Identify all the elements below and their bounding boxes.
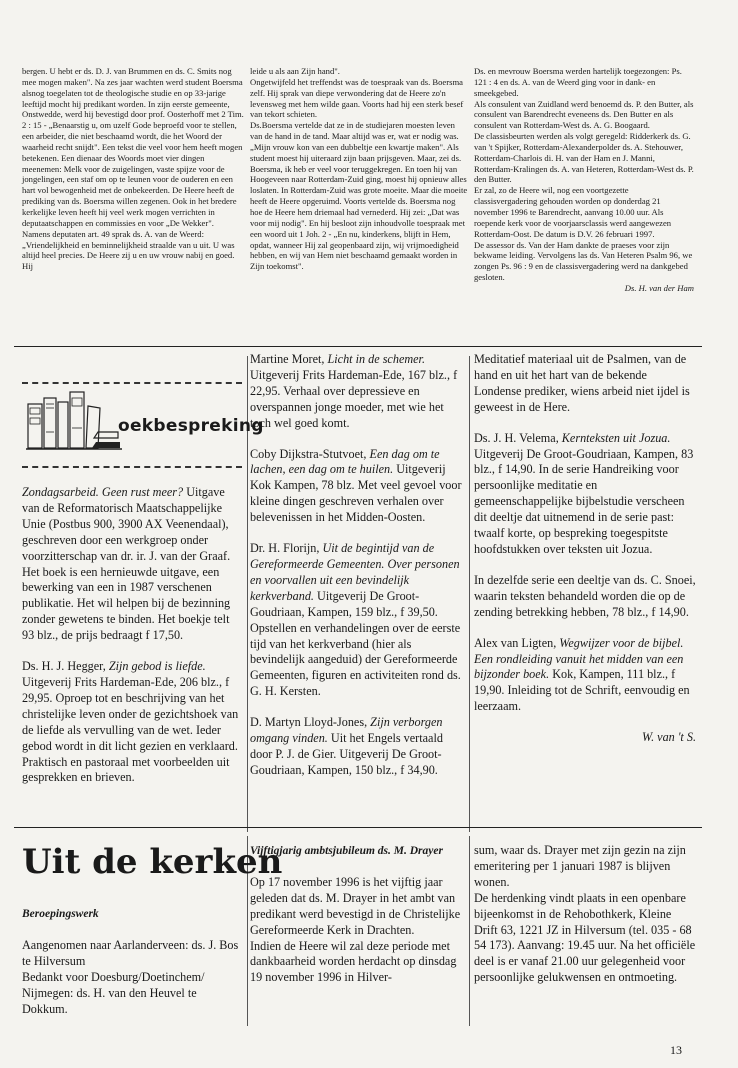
review-entry: Zondagsarbeid. Geen rust meer? Uitgave van de Reformatorisch Maatschappelijke Unie (Postbus 900, 3900 AX Veenendaal), geschreven door een werkgroep onder voorzitterschap van dr. ir. J. van der Graaf. Het boek is een hernieuwde uitgave, een bewerking van een in 1987 verschenen publikatie. Het wil helpen bij de bezinning zonder gewetens te binden. Het boekje telt 93 blz., de prijs bedraagt f 17,50. bbox=[22, 485, 231, 643]
jubilee-heading: Vijftigjarig ambtsjubileum ds. M. Drayer bbox=[250, 845, 443, 857]
paragraph: De classisbeurten werden als volgt geregeld: Ridderkerk ds. G. van 't Spijker, Rotterdam-Alexanderpolder ds. A. Stehouwer, Rotterdam-Charlois di. H. van der Ham en J. Manni, Rotterdam-Kralingen ds. A. van Heteren, Rotterdam-West ds. P. den Butter. bbox=[474, 131, 694, 185]
review-entry: Alex van Ligten, Wegwijzer voor de bijbel. Een rondleiding vanuit het midden van een bijzonder boek. Kok, Kampen, 111 blz., f 19,90. Inleiding tot de Schrift, eenvoudig en leerzaam. bbox=[474, 635, 690, 714]
paragraph: De assessor ds. Van der Ham dankte de praeses voor zijn bekwame leiding. Vervolgens las ds. Van Heteren Psalm 96, we zongen Ps. 96 : 9 en de classisvergadering werd na dankgebed gesloten. bbox=[474, 239, 693, 283]
books-icon bbox=[26, 388, 122, 454]
review-entry: Dr. H. Florijn, Uit de begintijd van de Gereformeerde Gemeenten. Over personen en voorvallen uit een bevindelijk kerkverband. Uitgeverij De Groot-Goudriaan, Kampen, 159 blz., f 39,50. Opstellen en verhandelingen over de eerste tijd van het kerkverband (hier als bevindelijk aangeduid) der Gereformeerde Gemeenten, figuren en activiteiten rond ds. G. H. Kersten. bbox=[250, 541, 461, 699]
paragraph: leide u als aan Zijn hand". bbox=[250, 66, 340, 76]
paragraph: Ongetwijfeld het treffendst was de toespraak van ds. Boersma zelf. Hij sprak van diepe verwondering dat de Heere zo'n levensweg met hem wilde gaan. Voorts had hij een sterk besef van tekort schieten. bbox=[250, 76, 464, 120]
call-item: Bedankt voor Doesburg/Doetinchem/ Nijmegen: ds. H. van den Heuvel te Dokkum. bbox=[22, 969, 205, 1016]
paragraph: Als consulent van Zuidland werd benoemd ds. P. den Butter, als consulent van Barendrecht eveneens ds. Den Butter en als consulent van Rotterdam-West ds. A. G. Boogaard. bbox=[474, 98, 694, 131]
review-entry: Ds. H. J. Hegger, Zijn gebod is liefde. Uitgeverij Frits Hardeman-Ede, 206 blz., f 29,95. Oproep tot en beschrijving van het christelijke leven onder de gezichtshoek van de liefde als vervulling van de wet. Ieder gebod wordt in dit licht gezien en verklaard. Praktisch en pastoraal met voorbeelden uit gesprekken en brieven. bbox=[22, 659, 239, 785]
section-divider bbox=[14, 827, 702, 828]
page-number: 13 bbox=[670, 1043, 682, 1057]
churches-column-2 bbox=[250, 843, 466, 986]
section-divider bbox=[14, 346, 702, 347]
paragraph: Ds. en mevrouw Boersma werden hartelijk toegezongen: Ps. 121 : 4 en ds. A. van de Weerd ging voor in dank- en smeekgebed. bbox=[474, 66, 682, 98]
review-entry: D. Martyn Lloyd-Jones, Zijn verborgen omgang vinden. Uit het Engels vertaald door P. J. de Gier. Uitgeverij De Groot-Goudriaan, Kampen, 150 blz., f 34,90. bbox=[250, 715, 443, 777]
review-column-2 bbox=[250, 352, 466, 779]
review-entry: Meditatief materiaal uit de Psalmen, van de hand en uit het hart van de bekende Londense prediker, wiens arbeid niet ijdel is geweest in de Here. bbox=[474, 352, 690, 414]
top-column-1 bbox=[22, 66, 246, 272]
dashed-rule bbox=[22, 382, 242, 384]
paragraph: sum, waar ds. Drayer met zijn gezin na zijn emeritering per 1 januari 1987 is blijven wonen. bbox=[474, 843, 686, 889]
churches-column-1 bbox=[22, 906, 242, 1017]
column-divider bbox=[469, 356, 470, 832]
column-divider bbox=[469, 836, 470, 1026]
top-column-2 bbox=[250, 66, 468, 272]
section-heading: Beroepingswerk bbox=[22, 908, 99, 920]
signature: W. van 't S. bbox=[642, 730, 696, 745]
paragraph: Op 17 november 1996 is het vijftig jaar geleden dat ds. M. Drayer in het ambt van predikant werd bevestigd in de Christelijke Gereformeerde Kerk in Drachten. bbox=[250, 874, 461, 937]
section-title: Uit de kerken bbox=[22, 842, 283, 882]
paragraph: bergen. U hebt er ds. D. J. van Brummen en ds. C. Smits nog mee mogen maken". Na zes jaar wachten werd student Boersma alsnog toegelaten tot de theologische studie en op 33-jarige leeftijd mocht hij predikant worden. In zijn eerste gemeente, Onstwedde, werd hij bevestigd door prof. Oosterhoff met 2 Tim. 2 : 15 - „Benaarstig u, om uzelf Gode beproefd voor te stellen, een arbeider, die niet beschaamd wordt, die het Woord der waarheid recht snijdt". Een tekst die veel voor hem heeft mogen betekenen. Een dienaar des Woords moet vier dingen meenemen: Melk voor de zuigelingen, vaste spijze voor de jongelingen, een staf om op te leunen voor de ouderen en een hart vol bewogenheid met de onbekeerden. De Heere heeft de prediking van ds. Boersma willen zegenen. Ook in het bredere kerkelijke leven heeft hij veel werk mogen verrichten in deputaatschappen en commissies en voor „De Wekker". bbox=[22, 66, 244, 228]
review-entry: In dezelfde serie een deeltje van ds. C. Snoei, waarin teksten behandeld worden die op de zending betrekking hebben, 78 blz., f 14,90. bbox=[474, 572, 696, 619]
top-column-3 bbox=[474, 66, 694, 294]
paragraph: De herdenking vindt plaats in een openbare bijeenkomst in de Rehobothkerk, Kleine Drift 63, 1221 JZ in Hilversum (tel. 035 - 68 54 173). Aanvang: 19.45 uur. Na het officiële deel is er vanaf 21.00 uur gelegenheid voor persoonlijke gelukwensen en ontmoeting. bbox=[474, 890, 696, 985]
churches-column-3 bbox=[474, 843, 696, 986]
call-item: Aangenomen naar Aarlanderveen: ds. J. Bos te Hilversum bbox=[22, 937, 239, 968]
paragraph: Indien de Heere wil zal deze periode met dankbaarheid worden herdacht op dinsdag 19 november 1996 in Hilver- bbox=[250, 938, 457, 985]
paragraph: Er zal, zo de Heere wil, nog een voortgezette classisvergadering gehouden worden op donderdag 21 november 1996 te Barendrecht, aanvang 10.00 uur. Als roepende kerk voor de voorjaarsclassis werd aangewezen Rotterdam-Oost. De datum is D.V. 26 februari 1997. bbox=[474, 185, 672, 239]
review-entry: Coby Dijkstra-Stutvoet, Een dag om te lachen, een dag om te huilen. Uitgeverij Kok Kampen, 78 blz. Met veel gevoel voor kleine dingen geschreven verhalen over belevenissen in het Midden-Oosten. bbox=[250, 446, 462, 525]
review-entry: Ds. J. H. Velema, Kernteksten uit Jozua. Uitgeverij De Groot-Goudriaan, Kampen, 83 blz., f 14,90. In de serie Handreiking voor persoonlijke meditatie en gemeenschappelijke bijbelstudie verscheen dit deeltje dat uitnemend in de serie past: twaalf korte, op bespreking toegespitste hoofdstukken over teksten uit Jozua. bbox=[474, 430, 694, 556]
dashed-rule bbox=[22, 466, 242, 468]
review-entry: Martine Moret, Licht in de schemer. Uitgeverij Frits Hardeman-Ede, 167 blz., f 22,95. Verhaal over depressieve en overspannen jonge moeder, met wie het toch wel goed komt. bbox=[250, 352, 458, 430]
book-review-banner bbox=[22, 370, 264, 478]
paragraph: Ds.Boersma vertelde dat ze in de studiejaren moesten leven van de hand in de tand. Maar altijd was er, wat er nodig was. „Mijn vrouw kon van een dubbeltje een kwartje maken". Als student moest hij uiteraard zijn baan prijsgeven. Maar, zei ds. Boersma, ik heb er veel voor teruggekregen. En toen hij van Hoogeveen naar Rotterdam-Zuid ging, moest hij opnieuw alles loslaten. In Rotterdam-Zuid was grote moeite. Maar die moeite heeft de Heere opgeruimd. Voorts vertelde ds. Boersma nog hoe de Heere hem driemaal had vernederd. Hij zei: „Dat was voor mij nodig". En hij besloot zijn inhoudvolle toespraak met een woord uit 1 Joh. 2 - „En nu, kinderkens, blijft in Hem, opdat, wanneer Hij zal geopenbaard zijn, wij vrijmoedigheid hebben, en wij van Hem niet beschaamd gemaakt worden in Zijn toekomst". bbox=[250, 120, 468, 272]
paragraph: Namens deputaten art. 49 sprak ds. A. van de Weerd: „Vriendelijkheid en beminnelijkheid straalde van u uit. U was altijd heel precies. De Heere zij u en uw vrouw nabij en goed. Hij bbox=[22, 228, 235, 272]
review-column-3 bbox=[474, 352, 696, 746]
signature: Ds. H. van der Ham bbox=[624, 282, 694, 293]
review-column-1 bbox=[22, 485, 244, 786]
book-review-title: oekbespreking bbox=[118, 416, 264, 436]
